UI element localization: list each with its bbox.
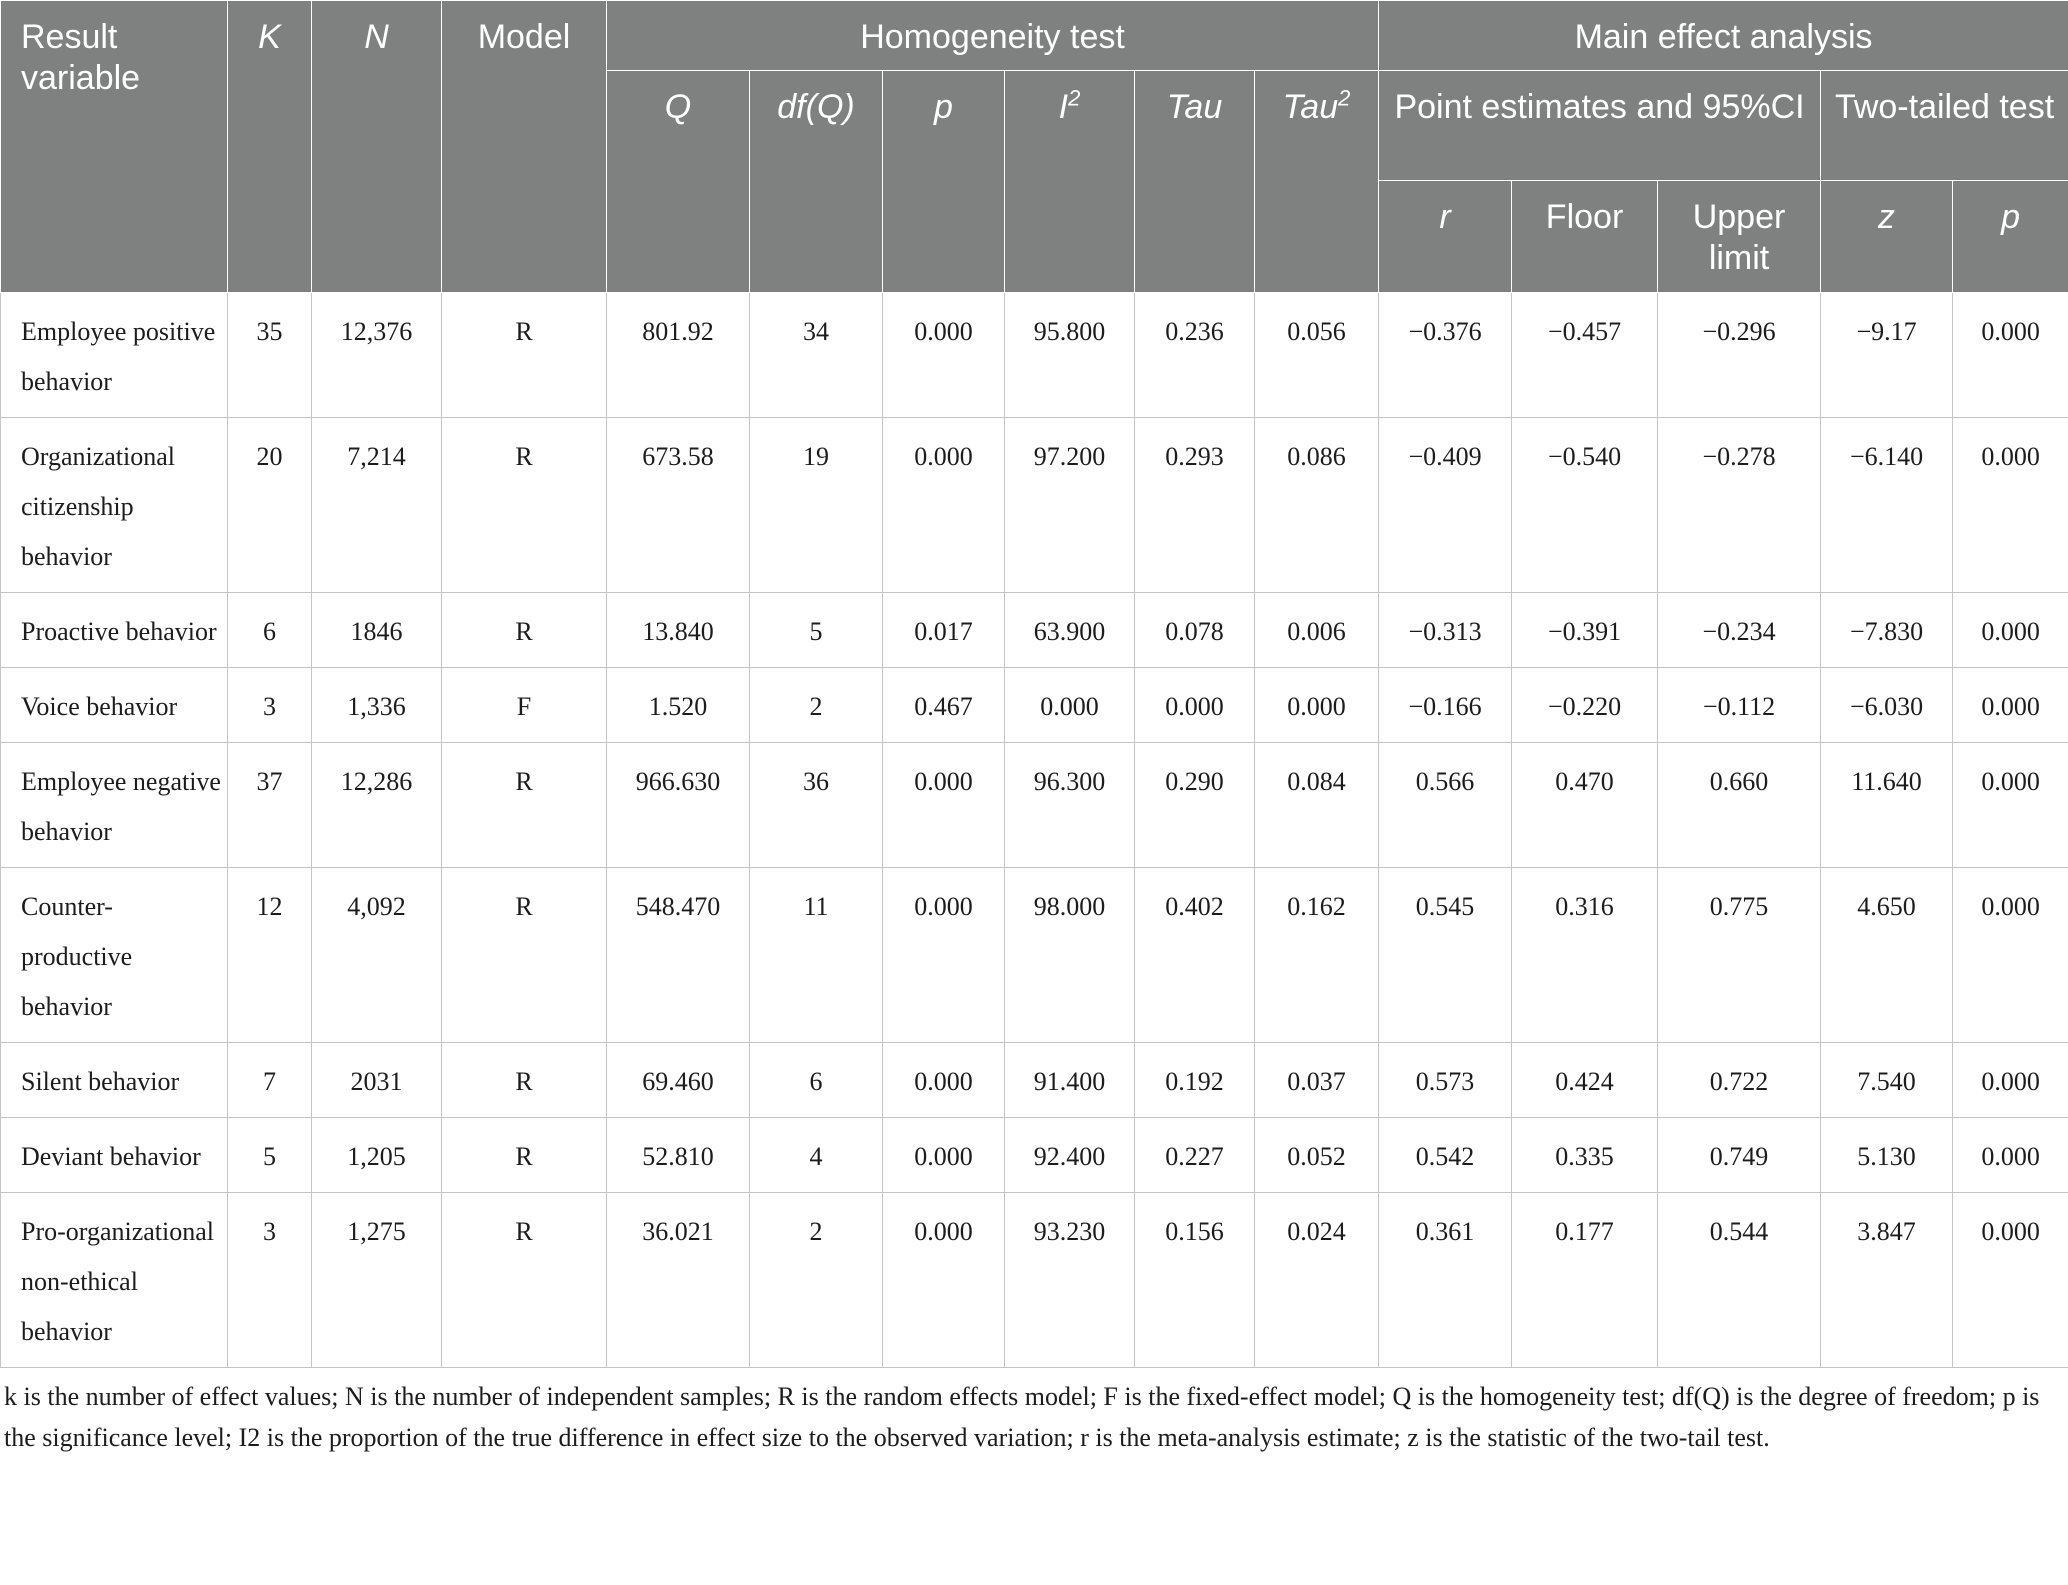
cell-q: 966.630 xyxy=(607,743,750,868)
cell-k: 35 xyxy=(228,293,312,418)
cell-q: 69.460 xyxy=(607,1043,750,1118)
cell-variable: Silent behavior xyxy=(1,1043,228,1118)
header-r: r xyxy=(1379,181,1512,293)
cell-variable: Proactive behavior xyxy=(1,593,228,668)
cell-dfq: 36 xyxy=(750,743,883,868)
cell-p: 0.000 xyxy=(883,1118,1005,1193)
cell-q: 801.92 xyxy=(607,293,750,418)
header-p: p xyxy=(883,71,1005,293)
cell-n: 2031 xyxy=(312,1043,442,1118)
header-dfq: df(Q) xyxy=(750,71,883,293)
header-k: K xyxy=(228,1,312,293)
cell-p: 0.017 xyxy=(883,593,1005,668)
cell-q: 13.840 xyxy=(607,593,750,668)
table-header xyxy=(1,1,2068,293)
cell-variable: Pro-organizational non-ethical behavior xyxy=(1,1193,228,1368)
cell-z: 11.640 xyxy=(1821,743,1953,868)
cell-p2: 0.000 xyxy=(1953,668,2068,743)
cell-i2: 91.400 xyxy=(1005,1043,1135,1118)
cell-upper: −0.234 xyxy=(1658,593,1821,668)
cell-tau2: 0.006 xyxy=(1255,593,1379,668)
header-tau2 xyxy=(1255,71,1379,293)
cell-p: 0.000 xyxy=(883,868,1005,1043)
cell-p: 0.467 xyxy=(883,668,1005,743)
table-row xyxy=(1,1193,2068,1368)
cell-p2: 0.000 xyxy=(1953,1118,2068,1193)
cell-z: −7.830 xyxy=(1821,593,1953,668)
cell-n: 1,275 xyxy=(312,1193,442,1368)
header-point-estimates: Point estimates and 95%CI xyxy=(1379,71,1821,181)
cell-r: −0.376 xyxy=(1379,293,1512,418)
cell-i2: 63.900 xyxy=(1005,593,1135,668)
header-model: Model xyxy=(442,1,607,293)
cell-dfq: 34 xyxy=(750,293,883,418)
header-upper-limit: Upper limit xyxy=(1658,181,1821,293)
table-row xyxy=(1,743,2068,868)
cell-r: 0.361 xyxy=(1379,1193,1512,1368)
cell-floor: 0.177 xyxy=(1512,1193,1658,1368)
cell-p2: 0.000 xyxy=(1953,593,2068,668)
cell-model: R xyxy=(442,418,607,593)
cell-z: −6.140 xyxy=(1821,418,1953,593)
cell-model: R xyxy=(442,1193,607,1368)
header-z: z xyxy=(1821,181,1953,293)
cell-q: 548.470 xyxy=(607,868,750,1043)
cell-i2: 92.400 xyxy=(1005,1118,1135,1193)
header-i2-base: I xyxy=(1058,88,1069,126)
cell-r: −0.313 xyxy=(1379,593,1512,668)
cell-p2: 0.000 xyxy=(1953,418,2068,593)
cell-upper: 0.722 xyxy=(1658,1043,1821,1118)
cell-tau: 0.290 xyxy=(1135,743,1255,868)
cell-tau2: 0.037 xyxy=(1255,1043,1379,1118)
cell-variable: Deviant behavior xyxy=(1,1118,228,1193)
cell-model: R xyxy=(442,293,607,418)
cell-floor: −0.220 xyxy=(1512,668,1658,743)
header-floor: Floor xyxy=(1512,181,1658,293)
cell-dfq: 6 xyxy=(750,1043,883,1118)
cell-tau: 0.078 xyxy=(1135,593,1255,668)
cell-z: 3.847 xyxy=(1821,1193,1953,1368)
cell-q: 1.520 xyxy=(607,668,750,743)
cell-floor: 0.335 xyxy=(1512,1118,1658,1193)
cell-p: 0.000 xyxy=(883,743,1005,868)
table-row xyxy=(1,1043,2068,1118)
cell-k: 7 xyxy=(228,1043,312,1118)
cell-p: 0.000 xyxy=(883,293,1005,418)
cell-r: 0.545 xyxy=(1379,868,1512,1043)
header-q: Q xyxy=(607,71,750,293)
cell-i2: 93.230 xyxy=(1005,1193,1135,1368)
cell-floor: 0.316 xyxy=(1512,868,1658,1043)
header-result-variable: Result variable xyxy=(1,1,228,293)
cell-tau2: 0.000 xyxy=(1255,668,1379,743)
cell-model: R xyxy=(442,743,607,868)
cell-variable: Organizational citizenship behavior xyxy=(1,418,228,593)
header-main-effect-analysis: Main effect analysis xyxy=(1379,1,2068,71)
cell-tau: 0.192 xyxy=(1135,1043,1255,1118)
cell-k: 20 xyxy=(228,418,312,593)
cell-model: R xyxy=(442,868,607,1043)
table-row xyxy=(1,868,2068,1043)
cell-upper: −0.296 xyxy=(1658,293,1821,418)
cell-z: 7.540 xyxy=(1821,1043,1953,1118)
header-tau2-sup: 2 xyxy=(1338,85,1351,111)
header-i2 xyxy=(1005,71,1135,293)
cell-floor: −0.540 xyxy=(1512,418,1658,593)
cell-variable: Employee negative behavior xyxy=(1,743,228,868)
table-row xyxy=(1,1118,2068,1193)
cell-p2: 0.000 xyxy=(1953,868,2068,1043)
cell-upper: −0.278 xyxy=(1658,418,1821,593)
cell-dfq: 4 xyxy=(750,1118,883,1193)
cell-p2: 0.000 xyxy=(1953,1043,2068,1118)
cell-q: 36.021 xyxy=(607,1193,750,1368)
header-tau2-base: Tau xyxy=(1282,88,1339,126)
cell-z: −9.17 xyxy=(1821,293,1953,418)
header-p2: p xyxy=(1953,181,2068,293)
cell-z: 4.650 xyxy=(1821,868,1953,1043)
cell-dfq: 11 xyxy=(750,868,883,1043)
cell-tau2: 0.086 xyxy=(1255,418,1379,593)
cell-n: 1,205 xyxy=(312,1118,442,1193)
cell-tau2: 0.056 xyxy=(1255,293,1379,418)
cell-k: 37 xyxy=(228,743,312,868)
cell-n: 1,336 xyxy=(312,668,442,743)
cell-p: 0.000 xyxy=(883,1043,1005,1118)
cell-n: 1846 xyxy=(312,593,442,668)
cell-upper: 0.660 xyxy=(1658,743,1821,868)
cell-k: 3 xyxy=(228,668,312,743)
cell-i2: 0.000 xyxy=(1005,668,1135,743)
table-row xyxy=(1,593,2068,668)
cell-tau: 0.227 xyxy=(1135,1118,1255,1193)
table-row xyxy=(1,418,2068,593)
cell-k: 5 xyxy=(228,1118,312,1193)
cell-tau: 0.293 xyxy=(1135,418,1255,593)
cell-floor: −0.391 xyxy=(1512,593,1658,668)
cell-floor: 0.470 xyxy=(1512,743,1658,868)
cell-p2: 0.000 xyxy=(1953,1193,2068,1368)
cell-tau2: 0.024 xyxy=(1255,1193,1379,1368)
cell-r: 0.573 xyxy=(1379,1043,1512,1118)
cell-upper: 0.544 xyxy=(1658,1193,1821,1368)
cell-i2: 98.000 xyxy=(1005,868,1135,1043)
cell-n: 7,214 xyxy=(312,418,442,593)
cell-n: 12,376 xyxy=(312,293,442,418)
cell-tau: 0.156 xyxy=(1135,1193,1255,1368)
cell-n: 4,092 xyxy=(312,868,442,1043)
cell-z: 5.130 xyxy=(1821,1118,1953,1193)
cell-r: −0.166 xyxy=(1379,668,1512,743)
table-row xyxy=(1,668,2068,743)
cell-variable: Employee positive behavior xyxy=(1,293,228,418)
cell-r: 0.542 xyxy=(1379,1118,1512,1193)
cell-tau: 0.000 xyxy=(1135,668,1255,743)
table-footnote: k is the number of effect values; N is the number of independent samples; R is the random effects model; F is the fixed-effect model; Q is the homogeneity test; df(Q) is the degree of freedom; p is the significance level; I2 is the proportion of the true difference in effect size to the observed variation; r is the meta-analysis estimate; z is the statistic of the two-tail test. xyxy=(4,1382,2040,1452)
cell-tau2: 0.162 xyxy=(1255,868,1379,1043)
cell-tau: 0.236 xyxy=(1135,293,1255,418)
header-i2-sup: 2 xyxy=(1068,85,1081,111)
header-tau: Tau xyxy=(1135,71,1255,293)
cell-upper: 0.775 xyxy=(1658,868,1821,1043)
cell-model: R xyxy=(442,1118,607,1193)
header-n: N xyxy=(312,1,442,293)
cell-p2: 0.000 xyxy=(1953,293,2068,418)
cell-tau2: 0.052 xyxy=(1255,1118,1379,1193)
cell-i2: 96.300 xyxy=(1005,743,1135,868)
cell-tau: 0.402 xyxy=(1135,868,1255,1043)
cell-i2: 95.800 xyxy=(1005,293,1135,418)
cell-variable: Counter-productive behavior xyxy=(1,868,228,1043)
cell-tau2: 0.084 xyxy=(1255,743,1379,868)
cell-upper: 0.749 xyxy=(1658,1118,1821,1193)
cell-upper: −0.112 xyxy=(1658,668,1821,743)
cell-q: 52.810 xyxy=(607,1118,750,1193)
cell-model: R xyxy=(442,593,607,668)
cell-z: −6.030 xyxy=(1821,668,1953,743)
cell-model: F xyxy=(442,668,607,743)
cell-dfq: 2 xyxy=(750,1193,883,1368)
table-row xyxy=(1,293,2068,418)
cell-k: 12 xyxy=(228,868,312,1043)
table-body xyxy=(1,293,2068,1368)
cell-dfq: 2 xyxy=(750,668,883,743)
cell-i2: 97.200 xyxy=(1005,418,1135,593)
header-homogeneity-test: Homogeneity test xyxy=(607,1,1379,71)
header-two-tailed-test: Two-tailed test xyxy=(1821,71,2068,181)
cell-dfq: 19 xyxy=(750,418,883,593)
cell-p: 0.000 xyxy=(883,1193,1005,1368)
cell-q: 673.58 xyxy=(607,418,750,593)
cell-k: 3 xyxy=(228,1193,312,1368)
cell-n: 12,286 xyxy=(312,743,442,868)
cell-dfq: 5 xyxy=(750,593,883,668)
cell-r: 0.566 xyxy=(1379,743,1512,868)
cell-r: −0.409 xyxy=(1379,418,1512,593)
cell-k: 6 xyxy=(228,593,312,668)
cell-floor: −0.457 xyxy=(1512,293,1658,418)
cell-p: 0.000 xyxy=(883,418,1005,593)
cell-model: R xyxy=(442,1043,607,1118)
cell-floor: 0.424 xyxy=(1512,1043,1658,1118)
cell-variable: Voice behavior xyxy=(1,668,228,743)
cell-p2: 0.000 xyxy=(1953,743,2068,868)
